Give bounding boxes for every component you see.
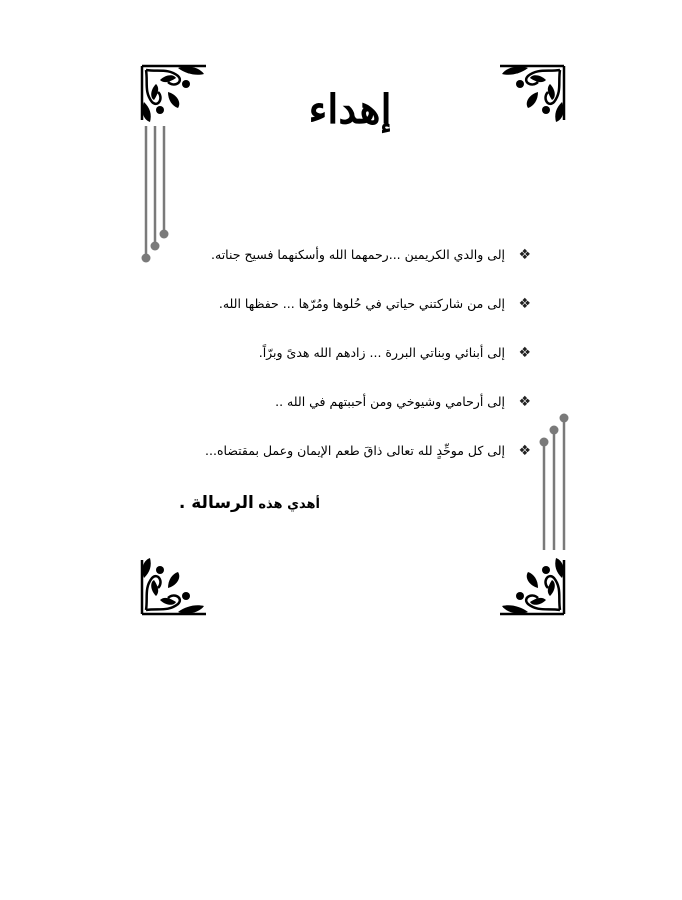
list-item xyxy=(185,236,531,285)
dedication-text: إلى والدي الكريمين ...رحمهما الله وأسكنهما فسيح جناته. xyxy=(211,247,505,262)
list-item xyxy=(185,432,531,481)
list-item xyxy=(185,383,531,432)
diamond-bullet-icon: ❖ xyxy=(518,296,531,312)
decorative-pins-left xyxy=(138,126,174,266)
dedication-text: إلى كل موحِّدٍ لله تعالى ذاقَ طعم الإيمان وعمل بمقتضاه... xyxy=(205,443,505,458)
dedication-list xyxy=(185,236,531,481)
diamond-bullet-icon: ❖ xyxy=(518,443,531,459)
diamond-bullet-icon: ❖ xyxy=(518,345,531,361)
dedication-text: إلى أبنائي وبناتي البررة ... زادهم الله هدىً وبرّاً. xyxy=(258,345,505,360)
dedication-text: إلى أرحامي وشيوخي ومن أحببتهم في الله .. xyxy=(275,394,505,409)
signature-line xyxy=(140,488,320,520)
diamond-bullet-icon: ❖ xyxy=(518,247,531,263)
floral-corner-icon xyxy=(496,62,568,124)
floral-corner-icon xyxy=(496,556,568,618)
signature-prefix: أهدي هذه xyxy=(258,497,320,512)
dedication-text: إلى من شاركتني حياتي في حُلوها ومُرّها ... حفظها الله. xyxy=(218,296,505,311)
page-title: إهداء xyxy=(308,86,392,133)
floral-corner-icon xyxy=(138,556,210,618)
signature-emphasis: الرسالة . xyxy=(178,493,254,513)
decorative-pins-right xyxy=(536,412,572,552)
list-item xyxy=(185,334,531,383)
floral-corner-icon xyxy=(138,62,210,124)
list-item xyxy=(185,285,531,334)
diamond-bullet-icon: ❖ xyxy=(518,394,531,410)
